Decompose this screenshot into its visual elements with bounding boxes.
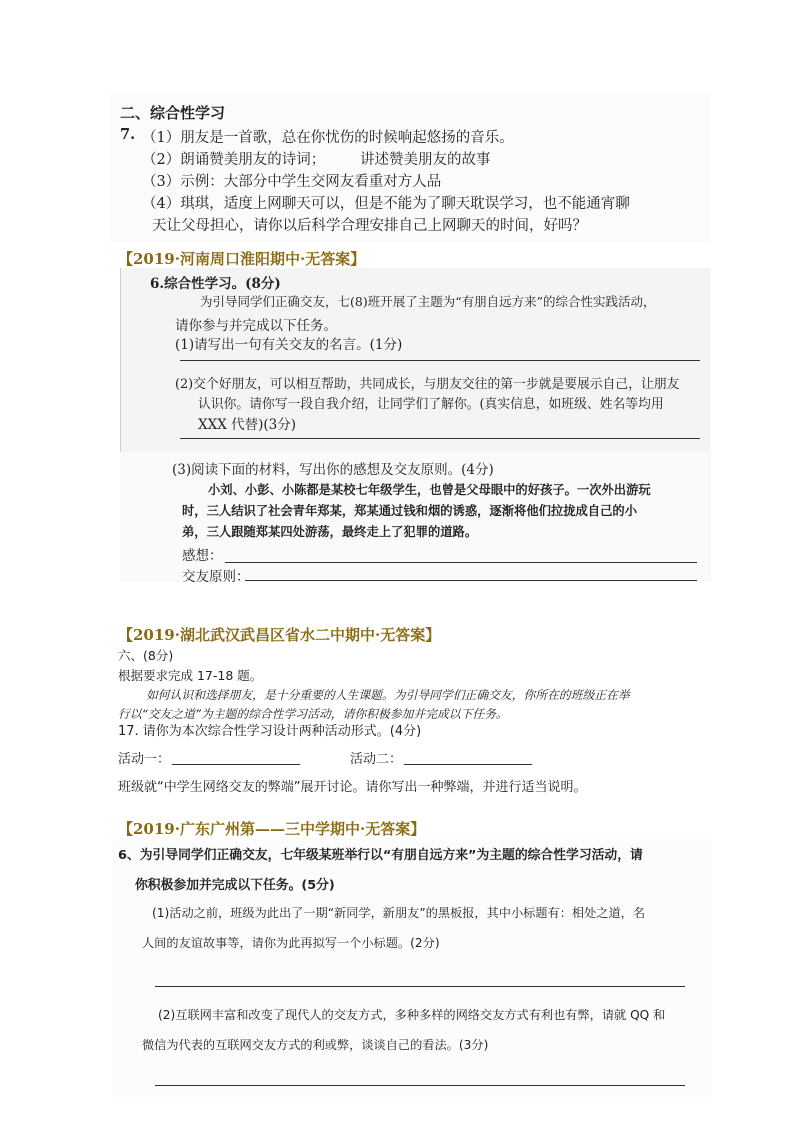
feel-label: 感想： <box>182 548 223 564</box>
question-number: 7. <box>120 126 136 143</box>
question-line-2: 你积极参加并完成以下任务。(5分) <box>135 878 335 893</box>
source-label: 【2019·河南周口淮阳期中·无答案】 <box>118 250 366 268</box>
material-line-3: 弟，三人跟随郑某四处游荡，最终走上了犯罪的道路。 <box>182 524 478 539</box>
principle-label: 交友原则： <box>182 569 250 585</box>
answer-line <box>180 360 700 361</box>
intro-line-1: 为引导同学们正确交友，七(8)班开展了主题为“有朋自远方来”的综合性实践活动， <box>200 294 656 309</box>
question-line-1: 6、为引导同学们正确交友，七年级某班举行以“有朋自远方来”为主题的综合性学习活动，请 <box>118 848 643 863</box>
answer-line <box>155 1085 685 1086</box>
task-1a: (1)活动之前，班级为此出了一期“新同学，新朋友”的黑板报，其中小标题有：相处之道，名 <box>152 906 646 920</box>
source-label: 【2019·广东广州第——三中学期中·无答案】 <box>118 820 426 838</box>
material-line-2: 时，三人结识了社会青年郑某，郑某通过钱和烟的诱惑，逐渐将他们拉拢成自己的小 <box>182 503 637 518</box>
question-title: 6.综合性学习。(8分) <box>150 276 281 292</box>
answer-line <box>404 764 532 765</box>
question-title: 六、(8分) <box>118 648 174 663</box>
activity-1-label: 活动一： <box>118 752 171 767</box>
answer-line-4b: 天让父母担心，请你以后科学合理安排自己上网聊天的时间，好吗？ <box>152 218 587 234</box>
task-2b: 微信为代表的互联网交友方式的利或弊，谈谈自己的看法。(3分) <box>142 1038 489 1052</box>
answer-line <box>155 986 685 987</box>
source-label: 【2019·湖北武汉武昌区省水二中期中·无答案】 <box>118 626 441 644</box>
material-line-1: 小刘、小彭、小陈都是某校七年级学生，也曾是父母眼中的好孩子。一次外出游玩 <box>208 482 651 497</box>
section-heading: 二、综合性学习 <box>120 104 226 122</box>
answer-line-4a: （4）琪琪，适度上网聊天可以，但是不能为了聊天耽误学习，也不能通宵聊 <box>142 196 630 212</box>
answer-line-2b: 讲述赞美朋友的故事 <box>360 152 491 168</box>
answer-line <box>245 580 697 581</box>
task-2c: XXX 代替)(3分) <box>198 417 297 433</box>
activity-2-label: 活动二： <box>350 752 403 767</box>
task-3: (3)阅读下面的材料，写出你的感想及交友原则。(4分) <box>172 462 494 478</box>
requirement: 根据要求完成 17-18 题。 <box>118 668 263 683</box>
task-2b: 认识你。请你写一段自我介绍，让同学们了解你。(真实信息，如班级、姓名等均用 <box>198 397 664 412</box>
intro-line-2: 行以“交友之道”为主题的综合性学习活动，请你积极参加并完成以下任务。 <box>118 707 508 721</box>
task-1: (1)请写出一句有关交友的名言。(1分) <box>175 337 403 353</box>
answer-line <box>225 562 697 563</box>
question-18: 班级就“中学生网络交友的弊端”展开讨论。请你写出一种弊端，并进行适当说明。 <box>118 780 587 795</box>
question-17: 17. 请你为本次综合性学习设计两种活动形式。(4分) <box>118 724 422 739</box>
answer-line <box>172 764 300 765</box>
answer-line-3: （3）示例：大部分中学生交网友看重对方人品 <box>142 174 442 190</box>
intro-line-2: 请你参与并完成以下任务。 <box>175 318 337 334</box>
task-2a: (2)互联网丰富和改变了现代人的交友方式，多种多样的网络交友方式有利也有弊，请就 QQ 和 <box>158 1008 666 1022</box>
answer-line-2a: （2）朗诵赞美朋友的诗词； <box>142 152 326 168</box>
task-2a: (2)交个好朋友，可以相互帮助，共同成长，与朋友交往的第一步就是要展示自己，让朋友 <box>175 377 680 392</box>
task-1b: 人间的友谊故事等，请你为此再拟写一个小标题。(2分) <box>142 936 440 950</box>
intro-line-1: 如何认识和选择朋友，是十分重要的人生课题。为引导同学们正确交友，你所在的班级正在举 <box>146 688 630 702</box>
answer-line <box>180 438 700 439</box>
answer-line-1: （1）朋友是一首歌，总在你忧伤的时候响起悠扬的音乐。 <box>142 130 514 146</box>
